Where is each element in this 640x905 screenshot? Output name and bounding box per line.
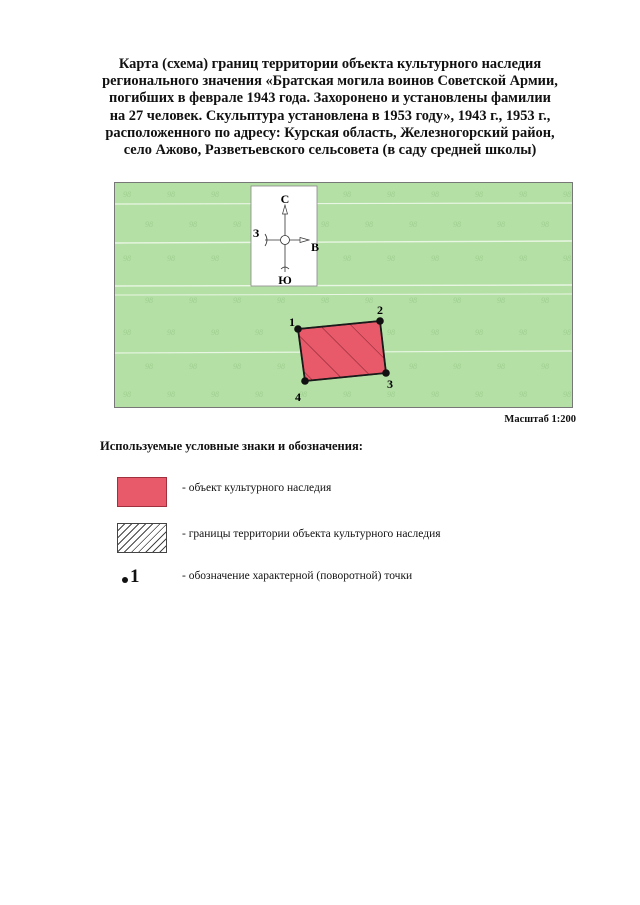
vegetation-mark: 98 bbox=[541, 220, 549, 229]
compass-inset bbox=[251, 186, 319, 287]
vegetation-mark: 98 bbox=[453, 296, 461, 305]
vegetation-mark: 98 bbox=[343, 390, 351, 399]
point-marker-icon bbox=[122, 577, 128, 583]
vegetation-mark: 98 bbox=[321, 220, 329, 229]
vegetation-mark: 98 bbox=[123, 254, 131, 263]
vegetation-mark: 98 bbox=[475, 328, 483, 337]
vegetation-mark: 98 bbox=[409, 220, 417, 229]
vegetation-mark: 98 bbox=[123, 328, 131, 337]
legend-item-text: - объект культурного наследия bbox=[182, 482, 332, 494]
vegetation-mark: 98 bbox=[255, 390, 263, 399]
legend-item-point bbox=[0, 566, 640, 610]
point-4-label: 4 bbox=[295, 390, 301, 404]
title-line: регионального значения «Братская могила воинов Советской Армии, bbox=[102, 73, 558, 90]
vegetation-mark: 98 bbox=[563, 390, 571, 399]
heritage-territory-hatch bbox=[298, 321, 386, 381]
map-title bbox=[80, 56, 580, 159]
title-line: Карта (схема) границ территории объекта культурного наследия bbox=[118, 56, 542, 72]
map-frame bbox=[114, 182, 573, 408]
hatched-swatch-icon bbox=[117, 523, 167, 553]
vegetation-mark: 98 bbox=[321, 296, 329, 305]
vegetation-mark: 98 bbox=[497, 220, 505, 229]
vegetation-mark: 98 bbox=[431, 254, 439, 263]
vegetation-mark: 98 bbox=[233, 220, 241, 229]
vegetation-mark: 98 bbox=[343, 254, 351, 263]
vegetation-mark: 98 bbox=[277, 362, 285, 371]
map-canvas bbox=[115, 183, 572, 407]
vegetation-mark: 98 bbox=[497, 362, 505, 371]
vegetation-mark: 98 bbox=[563, 254, 571, 263]
vegetation-mark: 98 bbox=[409, 362, 417, 371]
title-line: на 27 человек. Скульптура установлена в 1953 году», 1943 г., 1953 г., bbox=[109, 107, 551, 124]
vegetation-mark: 98 bbox=[123, 390, 131, 399]
point-2-marker bbox=[376, 317, 384, 325]
vegetation-mark: 98 bbox=[453, 362, 461, 371]
vegetation-mark: 98 bbox=[277, 296, 285, 305]
point-marker-label: 1 bbox=[130, 566, 140, 587]
vegetation-mark: 98 bbox=[475, 390, 483, 399]
vegetation-mark: 98 bbox=[233, 362, 241, 371]
vegetation-mark: 98 bbox=[123, 190, 131, 199]
vegetation-mark: 98 bbox=[475, 190, 483, 199]
vegetation-mark: 98 bbox=[563, 328, 571, 337]
point-1-marker bbox=[294, 325, 302, 333]
red-fill-swatch-icon bbox=[117, 477, 167, 507]
vegetation-mark: 98 bbox=[431, 390, 439, 399]
legend-item-text: - границы территории объекта культурного наследия bbox=[182, 528, 441, 540]
vegetation-mark: 98 bbox=[387, 190, 395, 199]
vegetation-mark: 98 bbox=[409, 296, 417, 305]
vegetation-mark: 98 bbox=[431, 190, 439, 199]
compass-south-label: Ю bbox=[278, 273, 292, 287]
vegetation-mark: 98 bbox=[167, 390, 175, 399]
vegetation-mark: 98 bbox=[519, 328, 527, 337]
vegetation-mark: 98 bbox=[475, 254, 483, 263]
vegetation-mark: 98 bbox=[211, 390, 219, 399]
vegetation-mark: 98 bbox=[541, 296, 549, 305]
point-1-label: 1 bbox=[289, 315, 295, 329]
vegetation-mark: 98 bbox=[167, 328, 175, 337]
point-2-label: 2 bbox=[377, 303, 383, 317]
compass-east-label: В bbox=[310, 240, 320, 254]
vegetation-mark: 98 bbox=[519, 390, 527, 399]
title-line: село Ажово, Разветьевского сельсовета (в саду средней школы) bbox=[123, 142, 537, 159]
title-line: погибших в феврале 1943 года. Захоронено и установлены фамилии bbox=[109, 90, 551, 107]
vegetation-mark: 98 bbox=[189, 362, 197, 371]
vegetation-mark: 98 bbox=[519, 254, 527, 263]
vegetation-mark: 98 bbox=[497, 296, 505, 305]
vegetation-mark: 98 bbox=[211, 328, 219, 337]
vegetation-mark: 98 bbox=[145, 362, 153, 371]
vegetation-mark: 98 bbox=[167, 254, 175, 263]
vegetation-mark: 98 bbox=[563, 190, 571, 199]
vegetation-mark: 98 bbox=[365, 220, 373, 229]
vegetation-mark: 98 bbox=[255, 328, 263, 337]
legend-item-text: - обозначение характерной (поворотной) точки bbox=[182, 570, 413, 582]
vegetation-mark: 98 bbox=[189, 296, 197, 305]
vegetation-mark: 98 bbox=[189, 220, 197, 229]
vegetation-mark: 98 bbox=[431, 328, 439, 337]
legend-title: Используемые условные знаки и обозначения: bbox=[100, 439, 363, 453]
point-3-label: 3 bbox=[387, 377, 393, 391]
vegetation-mark: 98 bbox=[387, 390, 395, 399]
vegetation-mark: 98 bbox=[167, 190, 175, 199]
vegetation-mark: 98 bbox=[541, 362, 549, 371]
vegetation-mark: 98 bbox=[233, 296, 241, 305]
compass-north-label: С bbox=[280, 192, 290, 206]
vegetation-mark: 98 bbox=[299, 390, 307, 399]
compass-west-label: З bbox=[252, 226, 260, 240]
vegetation-mark: 98 bbox=[365, 296, 373, 305]
title-line: расположенного по адресу: Курская область, Железногорский район, bbox=[105, 124, 555, 141]
vegetation-mark: 98 bbox=[145, 296, 153, 305]
map-scale: Масштаб 1:200 bbox=[504, 414, 576, 425]
vegetation-mark: 98 bbox=[519, 190, 527, 199]
vegetation-mark: 98 bbox=[145, 220, 153, 229]
legend-item-territory bbox=[0, 523, 640, 563]
point-4-marker bbox=[301, 377, 309, 385]
vegetation-mark: 98 bbox=[387, 254, 395, 263]
legend-item-object bbox=[0, 477, 640, 517]
vegetation-mark: 98 bbox=[211, 190, 219, 199]
vegetation-mark: 98 bbox=[343, 190, 351, 199]
vegetation-mark: 98 bbox=[211, 254, 219, 263]
point-3-marker bbox=[382, 369, 390, 377]
vegetation-mark: 98 bbox=[453, 220, 461, 229]
point-marker-sample bbox=[122, 566, 140, 588]
vegetation-mark: 98 bbox=[387, 328, 395, 337]
